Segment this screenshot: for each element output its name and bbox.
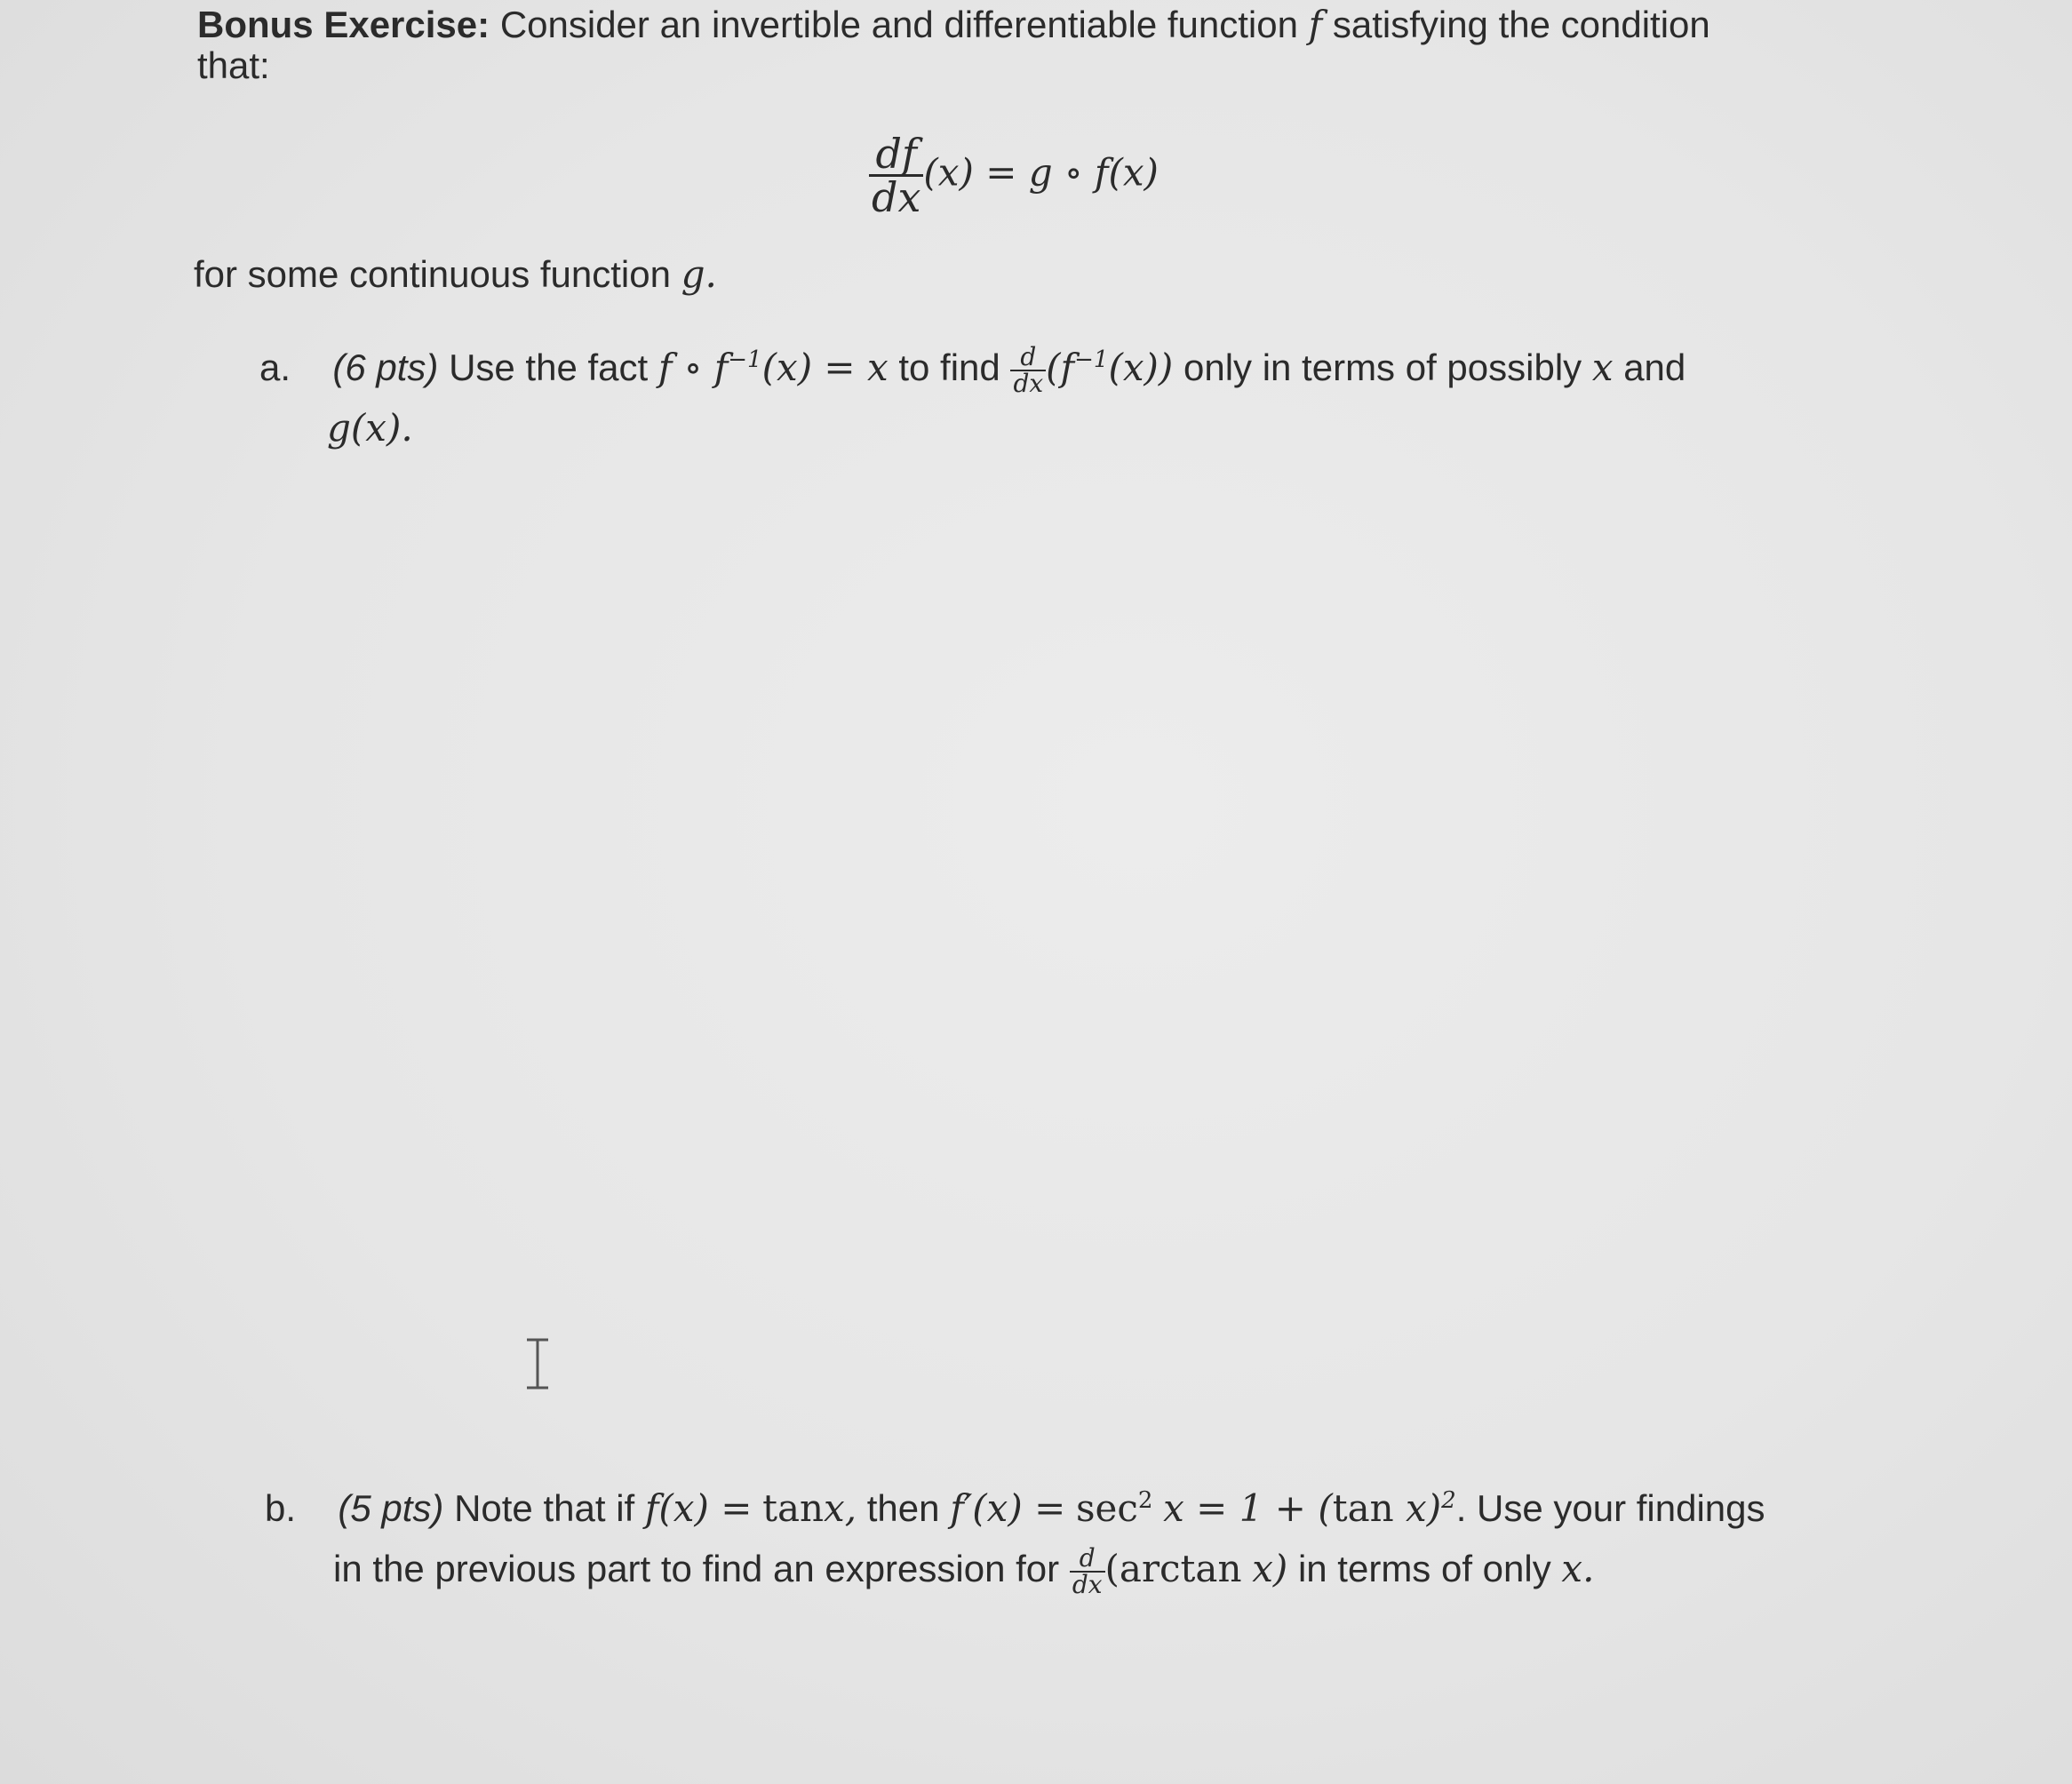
fraction-denominator: dx bbox=[872, 173, 921, 221]
main-equation bbox=[869, 130, 1159, 221]
part-b-line-1 bbox=[265, 1485, 1765, 1532]
equation-rhs: (x) = g ∘ f(x) bbox=[923, 150, 1159, 195]
part-a-text-2: to find bbox=[898, 346, 1000, 389]
df-dx-fraction bbox=[869, 130, 923, 221]
part-a-derivative-fraction: $\frac{d}{dx}$ bbox=[1010, 345, 1046, 396]
part-a-gx: g(x). bbox=[327, 406, 413, 450]
part-b-points: (5 pts) bbox=[338, 1487, 444, 1529]
fraction-numerator: df bbox=[869, 133, 923, 177]
continuation-text: for some continuous function bbox=[194, 253, 671, 295]
part-b-then: then bbox=[866, 1487, 940, 1529]
part-a-text-3: only in terms of possibly bbox=[1183, 346, 1582, 389]
header-line-2 bbox=[197, 43, 270, 89]
part-a-x: x bbox=[1591, 346, 1614, 390]
part-b-text-3: . Use your findings bbox=[1455, 1487, 1765, 1529]
text-cursor-icon bbox=[520, 1337, 555, 1390]
header-text: Consider an invertible and differentiable function bbox=[499, 4, 1298, 45]
part-b-label: b. bbox=[265, 1487, 297, 1529]
header-text-end: satisfying the condition bbox=[1332, 4, 1710, 45]
part-a-line-2 bbox=[327, 405, 413, 451]
continuation-line bbox=[194, 251, 717, 298]
part-b-derivative-fraction: $\frac{d}{dx}$ bbox=[1070, 1546, 1105, 1597]
function-g: g. bbox=[681, 252, 717, 296]
part-a-line-1 bbox=[259, 342, 1686, 398]
part-b-sec: $\sec^2$ bbox=[1075, 1486, 1153, 1530]
part-b-fprime: f′(x) = bbox=[950, 1486, 1066, 1530]
part-b-x: x, bbox=[824, 1486, 857, 1530]
part-a-text-4: and bbox=[1623, 346, 1686, 389]
part-a-points: (6 pts) bbox=[332, 346, 439, 389]
part-a-text: Use the fact bbox=[449, 346, 649, 389]
bonus-label: Bonus Exercise: bbox=[197, 4, 490, 45]
part-b-text-4: in the previous part to find an expression for bbox=[333, 1548, 1060, 1590]
part-a-math-2: $(f^{-1}(x))$ bbox=[1046, 346, 1174, 390]
part-a-label: a. bbox=[259, 346, 291, 389]
part-a-math-1: f ∘ $f^{-1}(x) = x$ bbox=[657, 346, 889, 390]
part-b-tan: tan bbox=[762, 1486, 825, 1530]
part-b-x2: x) bbox=[1252, 1547, 1288, 1591]
header-line-1 bbox=[197, 2, 1710, 48]
function-f: f bbox=[1308, 3, 1323, 46]
part-b-line-2 bbox=[333, 1543, 1595, 1599]
part-b-identity: x = 1 + (tan x)$^2$ bbox=[1163, 1486, 1456, 1530]
part-b-text-5: in terms of only bbox=[1297, 1548, 1551, 1590]
part-b-x3: x. bbox=[1561, 1547, 1595, 1591]
part-b-fx: f(x) = bbox=[644, 1486, 753, 1530]
part-b-arctan: (arctan bbox=[1104, 1547, 1242, 1591]
part-b-text: Note that if bbox=[454, 1487, 635, 1529]
header-that: that: bbox=[197, 44, 270, 86]
